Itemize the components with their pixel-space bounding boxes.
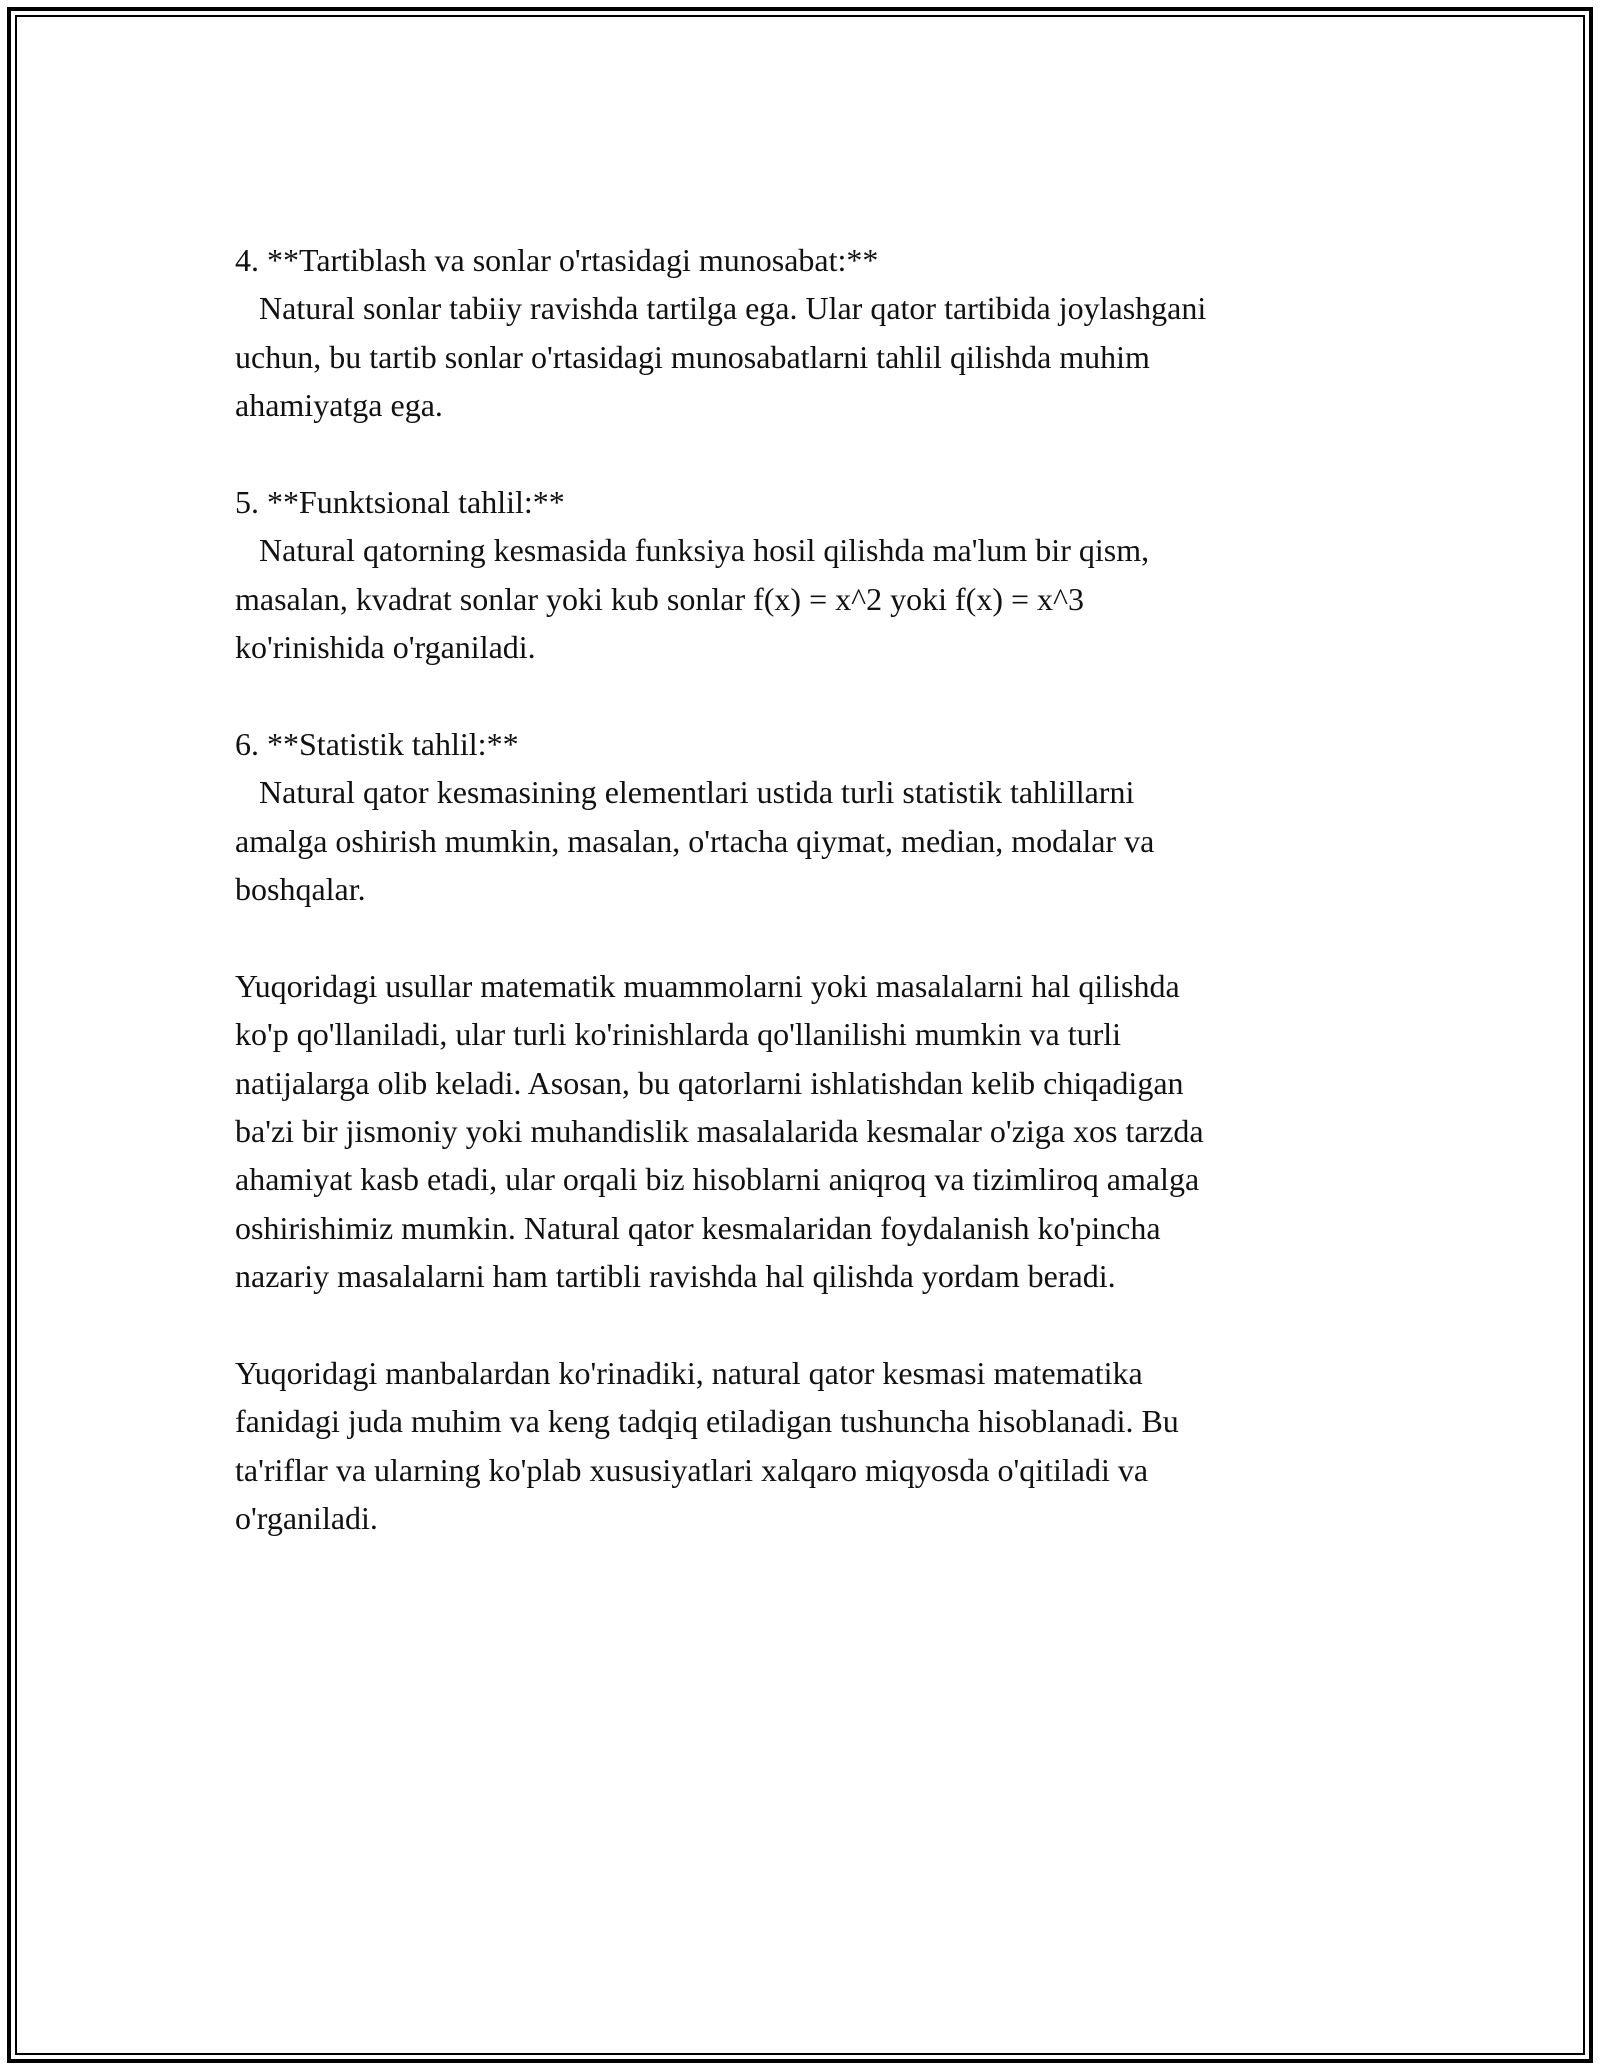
paragraph-line: Yuqoridagi manbalardan ko'rinadiki, natural qator kesmasi matematika: [235, 1354, 1143, 1391]
summary-paragraph: [235, 962, 1385, 1301]
section-line: Natural sonlar tabiiy ravishda tartilga ega. Ular qator tartibida joylashgani: [235, 290, 1207, 327]
paragraph-line: natijalarga olib keladi. Asosan, bu qatorlarni ishlatishdan kelib chiqadigan: [235, 1064, 1184, 1101]
section-4: [235, 236, 1385, 430]
section-heading: 6. **Statistik tahlil:**: [235, 725, 519, 762]
section-line: masalan, kvadrat sonlar yoki kub sonlar f(x) = x^2 yoki f(x) = x^3: [235, 580, 1085, 617]
section-6: [235, 720, 1385, 914]
conclusion-paragraph: [235, 1349, 1385, 1543]
paragraph-spacer: [235, 913, 1385, 961]
paragraph-spacer: [235, 430, 1385, 478]
paragraph-line: o'rganiladi.: [235, 1500, 378, 1537]
document-body: [235, 236, 1385, 1543]
section-heading: 5. **Funktsional tahlil:**: [235, 483, 565, 520]
paragraph-line: ta'riflar va ularning ko'plab xususiyatlari xalqaro miqyosda o'qitiladi va: [235, 1451, 1149, 1488]
paragraph-line: nazariy masalalarni ham tartibli ravishda hal qilishda yordam beradi.: [235, 1258, 1116, 1295]
paragraph-line: ba'zi bir jismoniy yoki muhandislik masalalarida kesmalar o'ziga xos tarzda: [235, 1113, 1204, 1150]
paragraph-spacer: [235, 672, 1385, 720]
section-line: amalga oshirish mumkin, masalan, o'rtacha qiymat, median, modalar va: [235, 822, 1155, 859]
section-line: Natural qator kesmasining elementlari ustida turli statistik tahlillarni: [235, 774, 1135, 811]
paragraph-line: fanidagi juda muhim va keng tadqiq etiladigan tushuncha hisoblanadi. Bu: [235, 1403, 1179, 1440]
section-line: boshqalar.: [235, 871, 366, 908]
section-line: ahamiyatga ega.: [235, 387, 443, 424]
paragraph-line: Yuqoridagi usullar matematik muammolarni yoki masalalarni hal qilishda: [235, 967, 1180, 1004]
paragraph-line: ko'p qo'llaniladi, ular turli ko'rinishlarda qo'llanilishi mumkin va turli: [235, 1016, 1122, 1053]
section-line: Natural qatorning kesmasida funksiya hosil qilishda ma'lum bir qism,: [235, 532, 1150, 569]
section-heading: 4. **Tartiblash va sonlar o'rtasidagi munosabat:**: [235, 242, 879, 278]
section-line: ko'rinishida o'rganiladi.: [235, 629, 536, 666]
paragraph-line: oshirishimiz mumkin. Natural qator kesmalaridan foydalanish ko'pincha: [235, 1209, 1161, 1246]
section-5: [235, 478, 1385, 672]
section-line: uchun, bu tartib sonlar o'rtasidagi munosabatlarni tahlil qilishda muhim: [235, 338, 1150, 375]
paragraph-spacer: [235, 1301, 1385, 1349]
paragraph-line: ahamiyat kasb etadi, ular orqali biz hisoblarni aniqroq va tizimliroq amalga: [235, 1161, 1200, 1198]
